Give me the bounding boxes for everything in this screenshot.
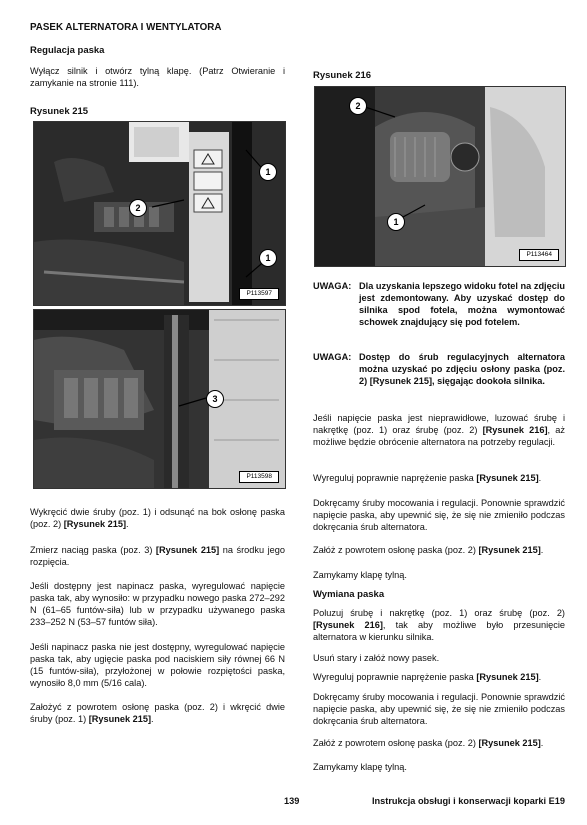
note-seat-removed <box>313 281 565 329</box>
para-adjust-tension: Wyreguluj poprawnie naprężenie paska [Rysunek 215]. <box>313 473 542 483</box>
section-heading-replacement: Wymiana paska <box>313 589 385 600</box>
photo-code-label-2: P113598 <box>239 471 279 483</box>
para-measure-tension: Zmierz naciąg paska (poz. 3) [Rysunek 215] na środku jego rozpięcia. <box>30 545 285 567</box>
para-tensioner-available: Jeśli dostępny jest napinacz paska, wyregulować napięcie paska tak, aby wynosiło: w przypadku nowego paska 272–292 N (61–65 funtów-siła) lub w przypadku używanego paska 233–252 N (53–57 funtów siła). <box>30 581 285 627</box>
engine-photo-2 <box>33 309 286 489</box>
para-tensioner-unavailable: Jeśli napinacz paska nie jest dostępny, wyregulować napięcie paska tak, aby ugięcie paska pod naciskiem siły równej 66 N (15 funtów-siła), przyłożonej w połowie rozpiętości paska, wynosiło 8,0 mm (5/16 cala). <box>30 642 285 688</box>
para-refit-guard-3: Załóż z powrotem osłonę paska (poz. 2) [Rysunek 215]. <box>313 738 544 748</box>
engine-photo-1 <box>33 121 286 306</box>
para-loosen-alternator: Jeśli napięcie paska jest nieprawidłowe, luzować śrubę i nakrętkę (poz. 1) oraz śrubę (poz. 2) [Rysunek 216], aż możliwe będzie obrócenie alternatora na potrzeby regulacji. <box>313 413 565 447</box>
note-text: Dla uzyskania lepszego widoku fotel na zdjęciu jest zdemontowany. Aby uzyskać dostęp do silnika spod fotela, można wymontować schowek znajdujący się pod fotelem. <box>359 281 565 327</box>
figure-215-caption: Rysunek 215 <box>30 106 89 117</box>
callout-1-top: 1 <box>259 163 277 181</box>
para-remove-screws: Wykręcić dwie śruby (poz. 1) i odsunąć na bok osłonę paska (poz. 2) [Rysunek 215]. <box>30 507 285 529</box>
para-close-door: Zamykamy klapę tylną. <box>313 570 407 580</box>
manual-title: Instrukcja obsługi i konserwacji koparki E19 <box>371 796 565 806</box>
para-refit-guard: Założyć z powrotem osłonę paska (poz. 2) i wkręcić dwie śruby (poz. 1) [Rysunek 215]. <box>30 702 285 724</box>
callout-3: 3 <box>206 390 224 408</box>
engine-photo-2-drawing <box>34 310 285 488</box>
intro-paragraph: Wyłącz silnik i otwórz tylną klapę. (Patrz Otwieranie i zamykanie na stronie 111). <box>30 66 285 88</box>
callout-1-bottom: 1 <box>259 249 277 267</box>
page-title: PASEK ALTERNATORA I WENTYLATORA <box>30 22 222 33</box>
callout-2-fig216: 2 <box>349 97 367 115</box>
alternator-photo <box>314 86 566 267</box>
figure-216-caption: Rysunek 216 <box>313 70 372 81</box>
section-heading-adjustment: Regulacja paska <box>30 45 105 56</box>
note-text-2: Dostęp do śrub regulacyjnych alternatora można uzyskać po zdjęciu osłony paska (poz. 2) [Rysunek 215], sięgając dookoła silnika. <box>359 352 565 386</box>
para-tighten-bolts-2: Dokręcamy śruby mocowania i regulacji. Ponownie sprawdzić napięcie paska, aby upewnić się, że się nie zmieniło podczas dokręcania śrub alternatora. <box>313 692 565 726</box>
note-label: UWAGA: <box>313 281 352 291</box>
para-replace-belt: Usuń stary i załóż nowy pasek. <box>313 653 440 663</box>
para-tighten-bolts: Dokręcamy śruby mocowania i regulacji. Ponownie sprawdzić napięcie paska, aby upewnić się, że się nie zmieniło podczas dokręcania śrub alternatora. <box>313 498 565 532</box>
alternator-photo-drawing <box>315 87 565 266</box>
para-adjust-tension-2: Wyreguluj poprawnie naprężenie paska [Rysunek 215]. <box>313 672 542 682</box>
note-label-2: UWAGA: <box>313 352 352 362</box>
para-refit-guard-2: Załóż z powrotem osłonę paska (poz. 2) [Rysunek 215]. <box>313 545 544 555</box>
para-close-door-2: Zamykamy klapę tylną. <box>313 762 407 772</box>
photo-code-label: P113597 <box>239 288 279 300</box>
callout-2: 2 <box>129 199 147 217</box>
note-access-screws <box>313 352 565 388</box>
para-loosen-for-replacement: Poluzuj śrubę i nakrętkę (poz. 1) oraz śrubę (poz. 2) [Rysunek 216], tak aby możliwe było przesunięcie alternatora w kierunku silnika. <box>313 608 565 642</box>
callout-1-fig216: 1 <box>387 213 405 231</box>
page-number: 139 <box>284 796 300 806</box>
photo-code-label-3: P113464 <box>519 249 559 261</box>
engine-photo-1-drawing <box>34 122 285 305</box>
